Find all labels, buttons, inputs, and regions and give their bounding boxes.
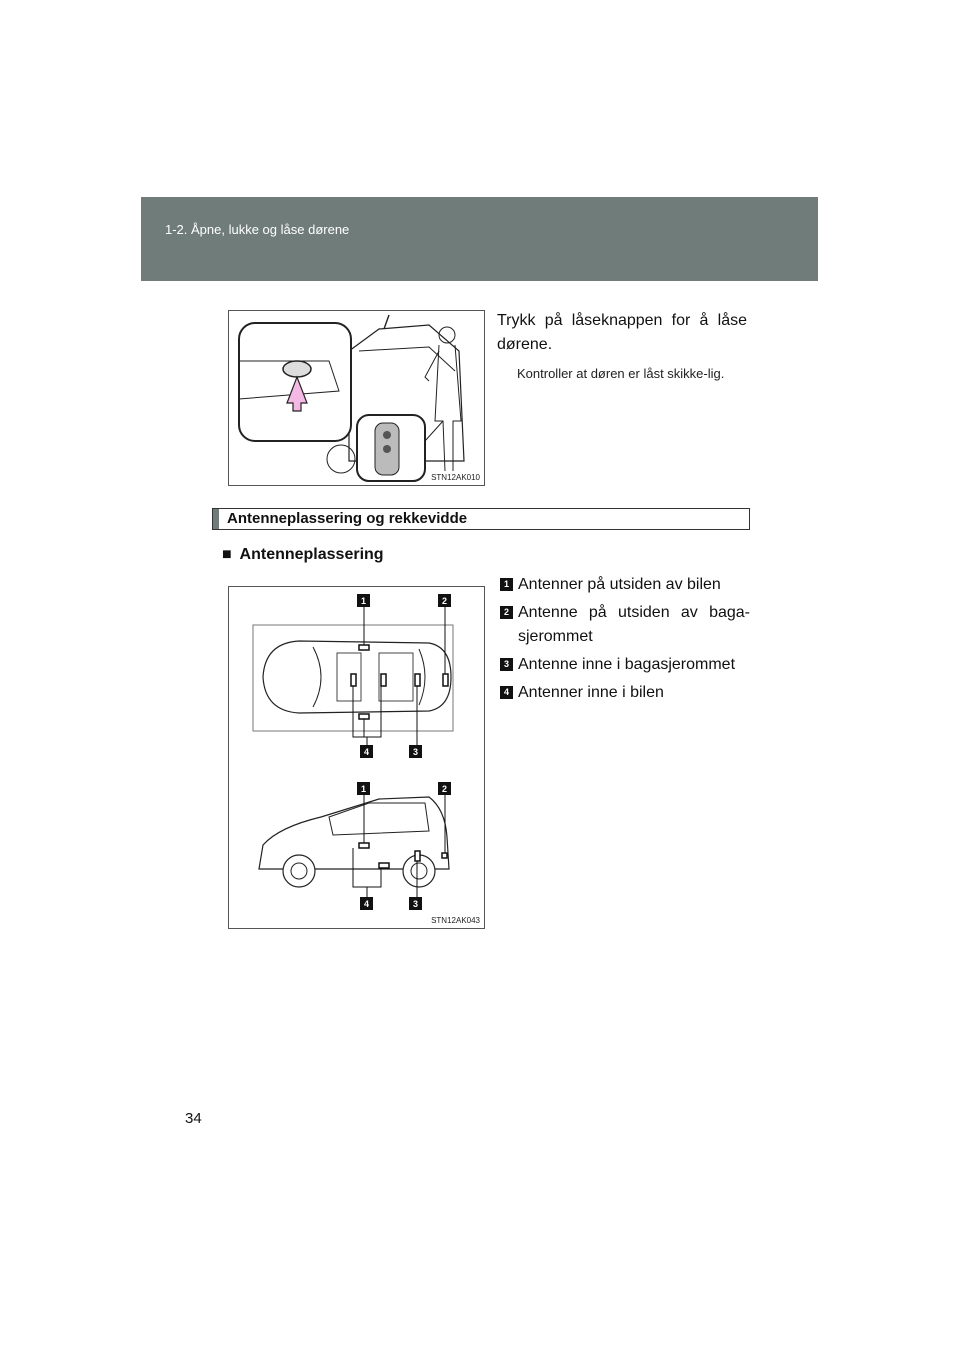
antenna-diagram [229, 587, 484, 928]
lock-note: Kontroller at døren er låst skikke-lig. [517, 366, 725, 381]
lock-illustration [229, 311, 484, 485]
figure-code: STN12AK010 [431, 473, 480, 482]
lock-button-figure [228, 310, 485, 486]
legend-item [500, 681, 750, 705]
figure-code: STN12AK043 [431, 916, 480, 925]
callout-1-side: 1 [360, 784, 367, 794]
callout-badges [357, 594, 451, 910]
callout-4-side: 4 [363, 899, 370, 909]
legend-badge: 1 [500, 578, 513, 591]
section-accent [213, 509, 219, 529]
callout-4: 4 [363, 747, 370, 757]
subsection-title: Antenneplassering [239, 546, 384, 563]
bullet-square-icon: ■ [222, 546, 232, 563]
legend-badge: 3 [500, 658, 513, 671]
legend-item [500, 601, 750, 649]
subsection-heading [222, 546, 384, 564]
legend-text: Antenne inne i bagasjerommet [518, 656, 736, 673]
section-title: Antenneplassering og rekkevidde [227, 510, 468, 527]
callout-3-side: 3 [412, 899, 419, 909]
callout-1: 1 [360, 596, 367, 606]
legend-badge: 2 [500, 606, 513, 619]
page-number: 34 [185, 1110, 202, 1127]
antenna-location-figure [228, 586, 485, 929]
callout-2: 2 [441, 596, 448, 606]
legend-badge: 4 [500, 686, 513, 699]
callout-3: 3 [412, 747, 419, 757]
chapter-header [141, 197, 818, 281]
legend-text: Antenner inne i bilen [518, 684, 664, 701]
legend-text: Antenner på utsiden av bilen [518, 576, 721, 593]
chapter-title: 1-2. Åpne, lukke og låse dørene [165, 222, 350, 237]
legend-item [500, 573, 750, 597]
legend-text: Antenne på utsiden av baga-sjerommet [518, 604, 750, 645]
callout-2-side: 2 [441, 784, 448, 794]
section-heading [212, 508, 750, 530]
legend-item [500, 653, 750, 677]
antenna-legend [500, 573, 750, 709]
lock-instruction: Trykk på låseknappen for å låse dørene. [497, 312, 747, 353]
